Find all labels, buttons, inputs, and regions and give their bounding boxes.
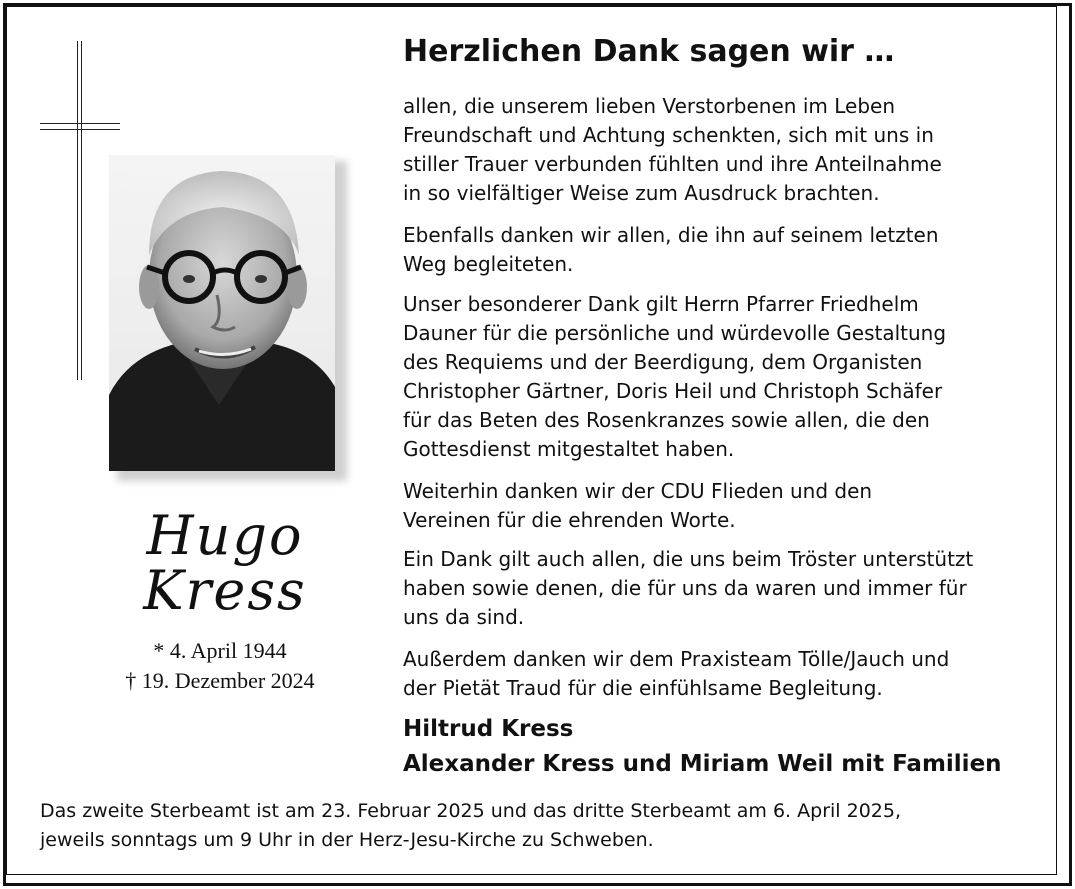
paragraph-support [403, 545, 1043, 632]
death-date: † 19. Dezember 2024 [125, 668, 315, 693]
text-line: Freundschaft und Achtung schenkten, sich mit uns in [403, 123, 934, 147]
text-line: der Pietät Traud für die einfühlsame Begleitung. [403, 676, 883, 700]
text-line: Außerdem danken wir dem Praxisteam Tölle/Jauch und [403, 647, 950, 671]
text-line: Christopher Gärtner, Doris Heil und Christoph Schäfer [403, 379, 943, 403]
portrait-illustration [109, 155, 335, 471]
text-line: Weiterhin danken wir der CDU Flieden und den [403, 479, 873, 503]
deceased-first-name: Hugo [146, 504, 304, 567]
text-line: stiller Trauer verbunden fühlten und ihre Anteilnahme [403, 152, 942, 176]
signatory-1: Hiltrud Kress [403, 716, 574, 742]
text-line: des Requiems und der Beerdigung, dem Organisten [403, 350, 923, 374]
birth-date: * 4. April 1944 [153, 638, 287, 663]
cross-icon [77, 41, 82, 380]
signatory-2: Alexander Kress und Miriam Weil mit Familien [403, 751, 1002, 777]
paragraph-care-team [403, 645, 1043, 703]
text-line: Gottesdienst mitgestaltet haben. [403, 437, 735, 461]
text-line: Weg begleiteten. [403, 252, 574, 276]
text-line: uns da sind. [403, 605, 525, 629]
text-line: für das Beten des Rosenkranzes sowie allen, die den [403, 408, 930, 432]
text-line: Unser besonderer Dank gilt Herrn Pfarrer Friedhelm [403, 292, 919, 316]
footer-line-2: jeweils sonntags um 9 Uhr in der Herz-Jesu-Kirche zu Schweben. [40, 829, 654, 851]
text-line: Ebenfalls danken wir allen, die ihn auf seinem letzten [403, 223, 939, 247]
paragraph-cdu [403, 477, 1043, 535]
page-title: Herzlichen Dank sagen wir … [403, 34, 895, 69]
text-line: in so vielfältiger Weise zum Ausdruck brachten. [403, 181, 880, 205]
text-line: allen, die unserem lieben Verstorbenen im Leben [403, 94, 895, 118]
paragraph-last-way [403, 221, 1043, 279]
paragraph-special-thanks [403, 290, 1043, 464]
cross-bar [40, 123, 120, 130]
text-line: Ein Dank gilt auch allen, die uns beim Tröster unterstützt [403, 547, 974, 571]
text-line: Dauner für die persönliche und würdevolle Gestaltung [403, 321, 947, 345]
text-line: Vereinen für die ehrenden Worte. [403, 508, 736, 532]
text-line: haben sowie denen, die für uns da waren und immer für [403, 576, 967, 600]
deceased-last-name: Kress [143, 559, 307, 622]
portrait-photo [109, 155, 335, 471]
paragraph-thanks-all [403, 92, 1043, 208]
footer-line-1: Das zweite Sterbeamt ist am 23. Februar 2025 und das dritte Sterbeamt am 6. April 2025, [40, 800, 901, 822]
